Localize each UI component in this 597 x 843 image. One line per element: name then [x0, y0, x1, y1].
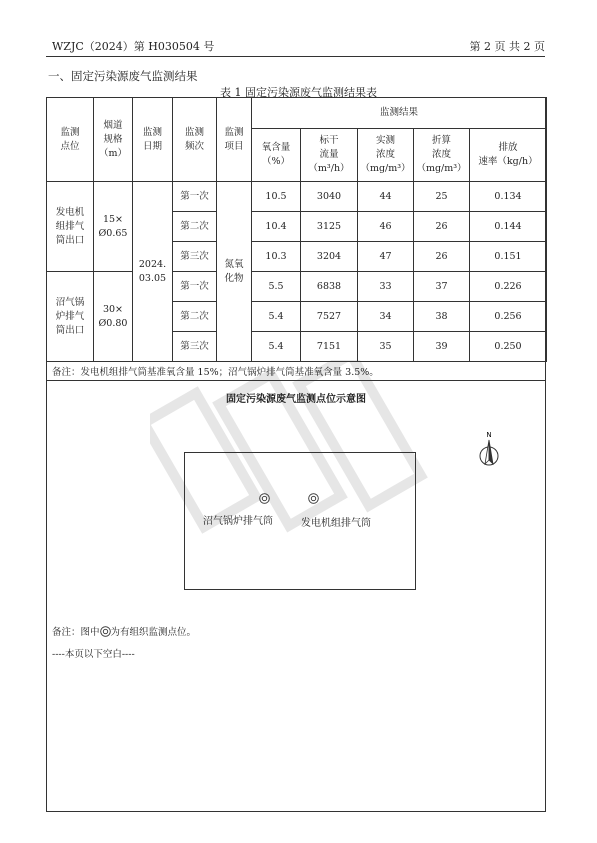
header-converted: 折算 浓度 （mg/m³）: [414, 129, 470, 182]
header-rate: 排放 速率（kg/h）: [470, 129, 547, 182]
monitoring-results-table: [46, 97, 547, 362]
converted-cell: 38: [414, 302, 470, 332]
o2-cell: 5.4: [252, 302, 301, 332]
rate-cell: 0.256: [470, 302, 547, 332]
o2-cell: 5.5: [252, 272, 301, 302]
point-generator: 发电机 组排气 筒出口: [47, 182, 94, 272]
flow-cell: 7151: [301, 332, 358, 362]
table-caption: 表 1 固定污染源废气监测结果表: [220, 86, 377, 99]
rate-cell: 0.226: [470, 272, 547, 302]
freq-cell: 第二次: [173, 302, 217, 332]
freq-cell: 第一次: [173, 272, 217, 302]
map-title: 固定污染源废气监测点位示意图: [226, 394, 366, 405]
item-nox: 氮氧 化物: [217, 182, 252, 362]
measured-cell: 34: [358, 302, 414, 332]
table-row: [47, 182, 547, 212]
flow-cell: 3040: [301, 182, 358, 212]
o2-cell: 10.5: [252, 182, 301, 212]
page-header: [52, 38, 545, 56]
measured-cell: 46: [358, 212, 414, 242]
monitoring-point-generator-icon: [308, 493, 319, 504]
measured-cell: 44: [358, 182, 414, 212]
rate-cell: 0.144: [470, 212, 547, 242]
flow-cell: 6838: [301, 272, 358, 302]
o2-cell: 5.4: [252, 332, 301, 362]
measured-cell: 33: [358, 272, 414, 302]
header-rule: [46, 56, 545, 57]
measured-cell: 35: [358, 332, 414, 362]
header-point: 监测 点位: [47, 98, 94, 182]
o2-cell: 10.3: [252, 242, 301, 272]
point-boiler: 沼气锅 炉排气 筒出口: [47, 272, 94, 362]
header-o2: 氧含量 （%）: [252, 129, 301, 182]
blank-below-marker: ----本页以下空白----: [52, 649, 135, 660]
map-legend-note: 备注：图中 为有组织监测点位。: [52, 627, 197, 638]
report-number: WZJC（2024）第 H030504 号: [52, 40, 215, 53]
table-row: [47, 272, 547, 302]
header-date: 监测 日期: [133, 98, 173, 182]
converted-cell: 37: [414, 272, 470, 302]
rate-cell: 0.134: [470, 182, 547, 212]
section-divider: [46, 380, 546, 381]
header-measured: 实测 浓度 （mg/m³）: [358, 129, 414, 182]
north-label: N: [486, 431, 492, 439]
converted-cell: 26: [414, 212, 470, 242]
north-arrow-icon: [478, 428, 500, 474]
freq-cell: 第一次: [173, 182, 217, 212]
o2-cell: 10.4: [252, 212, 301, 242]
header-freq: 监测 频次: [173, 98, 217, 182]
oxygen-reference-note: 备注：发电机组排气筒基准氧含量 15%；沼气锅炉排气筒基准氧含量 3.5%。: [52, 367, 379, 378]
flow-cell: 3125: [301, 212, 358, 242]
spec-boiler: 30× Ø0.80: [94, 272, 133, 362]
freq-cell: 第二次: [173, 212, 217, 242]
rate-cell: 0.151: [470, 242, 547, 272]
converted-cell: 39: [414, 332, 470, 362]
converted-cell: 25: [414, 182, 470, 212]
header-item: 监测 项目: [217, 98, 252, 182]
rate-cell: 0.250: [470, 332, 547, 362]
spec-generator: 15× Ø0.65: [94, 182, 133, 272]
monitoring-point-legend-icon: [100, 626, 111, 637]
converted-cell: 26: [414, 242, 470, 272]
header-results: 监测结果: [252, 98, 547, 129]
header-flow: 标干 流量 （m³/h）: [301, 129, 358, 182]
header-spec: 烟道 规格 （m）: [94, 98, 133, 182]
flow-cell: 7527: [301, 302, 358, 332]
measured-cell: 47: [358, 242, 414, 272]
label-boiler-stack: 沼气锅炉排气筒: [203, 516, 273, 527]
sample-date: 2024. 03.05: [133, 182, 173, 362]
flow-cell: 3204: [301, 242, 358, 272]
label-generator-stack: 发电机组排气筒: [301, 518, 371, 529]
monitoring-point-boiler-icon: [259, 493, 270, 504]
freq-cell: 第三次: [173, 242, 217, 272]
section-title: 一、固定污染源废气监测结果: [48, 69, 198, 83]
freq-cell: 第三次: [173, 332, 217, 362]
page-number: 第 2 页 共 2 页: [469, 40, 545, 53]
